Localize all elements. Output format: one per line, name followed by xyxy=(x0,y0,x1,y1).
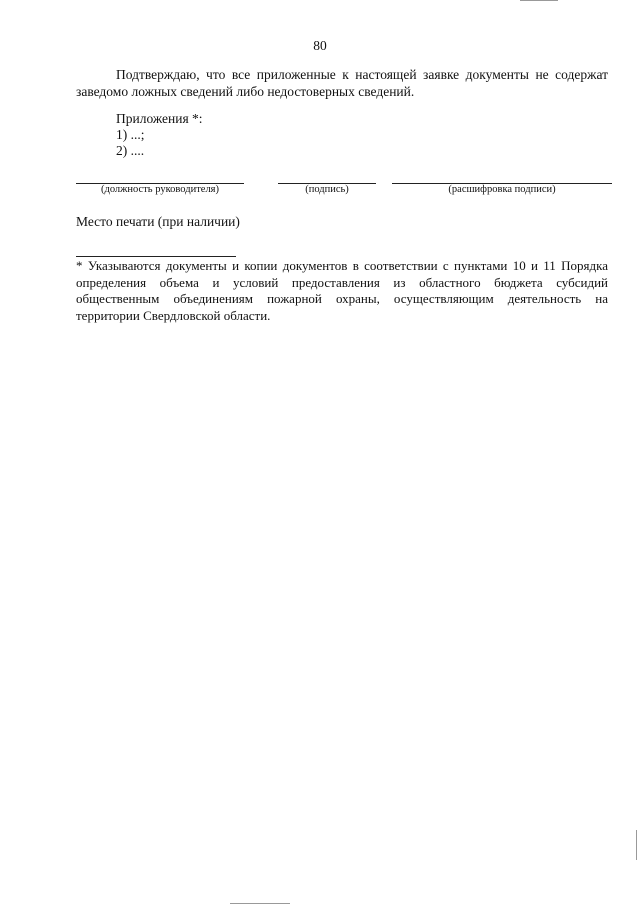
confirmation-text: Подтверждаю, что все приложенные к настоящей заявке документы не содержат заведомо ложных сведений либо недостоверных сведений. xyxy=(76,67,608,99)
position-caption: (должность руководителя) xyxy=(100,184,220,195)
confirmation-paragraph xyxy=(76,66,608,100)
scan-edge-mark-right xyxy=(636,830,637,860)
attachments-heading: Приложения *: xyxy=(116,111,203,126)
attachment-item-2: 2) .... xyxy=(116,143,145,158)
decryption-caption: (расшифровка подписи) xyxy=(448,184,556,195)
footnote-text: * Указываются документы и копии документов в соответствии с пунктами 10 и 11 Порядка определения объема и условий предоставления из областного бюджета субсидий общественным объединениям пожарной охраны, осуществляющим деятельность на территории Свердловской области. xyxy=(76,258,608,323)
scan-edge-mark-bottom xyxy=(230,903,290,904)
footnote-separator xyxy=(76,256,236,257)
attachment-item-1: 1) ...; xyxy=(116,127,145,142)
footnote xyxy=(76,258,608,324)
signature-caption: (подпись) xyxy=(305,184,349,195)
scan-edge-mark-top xyxy=(520,0,558,1)
stamp-place-label: Место печати (при наличии) xyxy=(76,214,240,229)
page-number: 80 xyxy=(313,38,327,53)
